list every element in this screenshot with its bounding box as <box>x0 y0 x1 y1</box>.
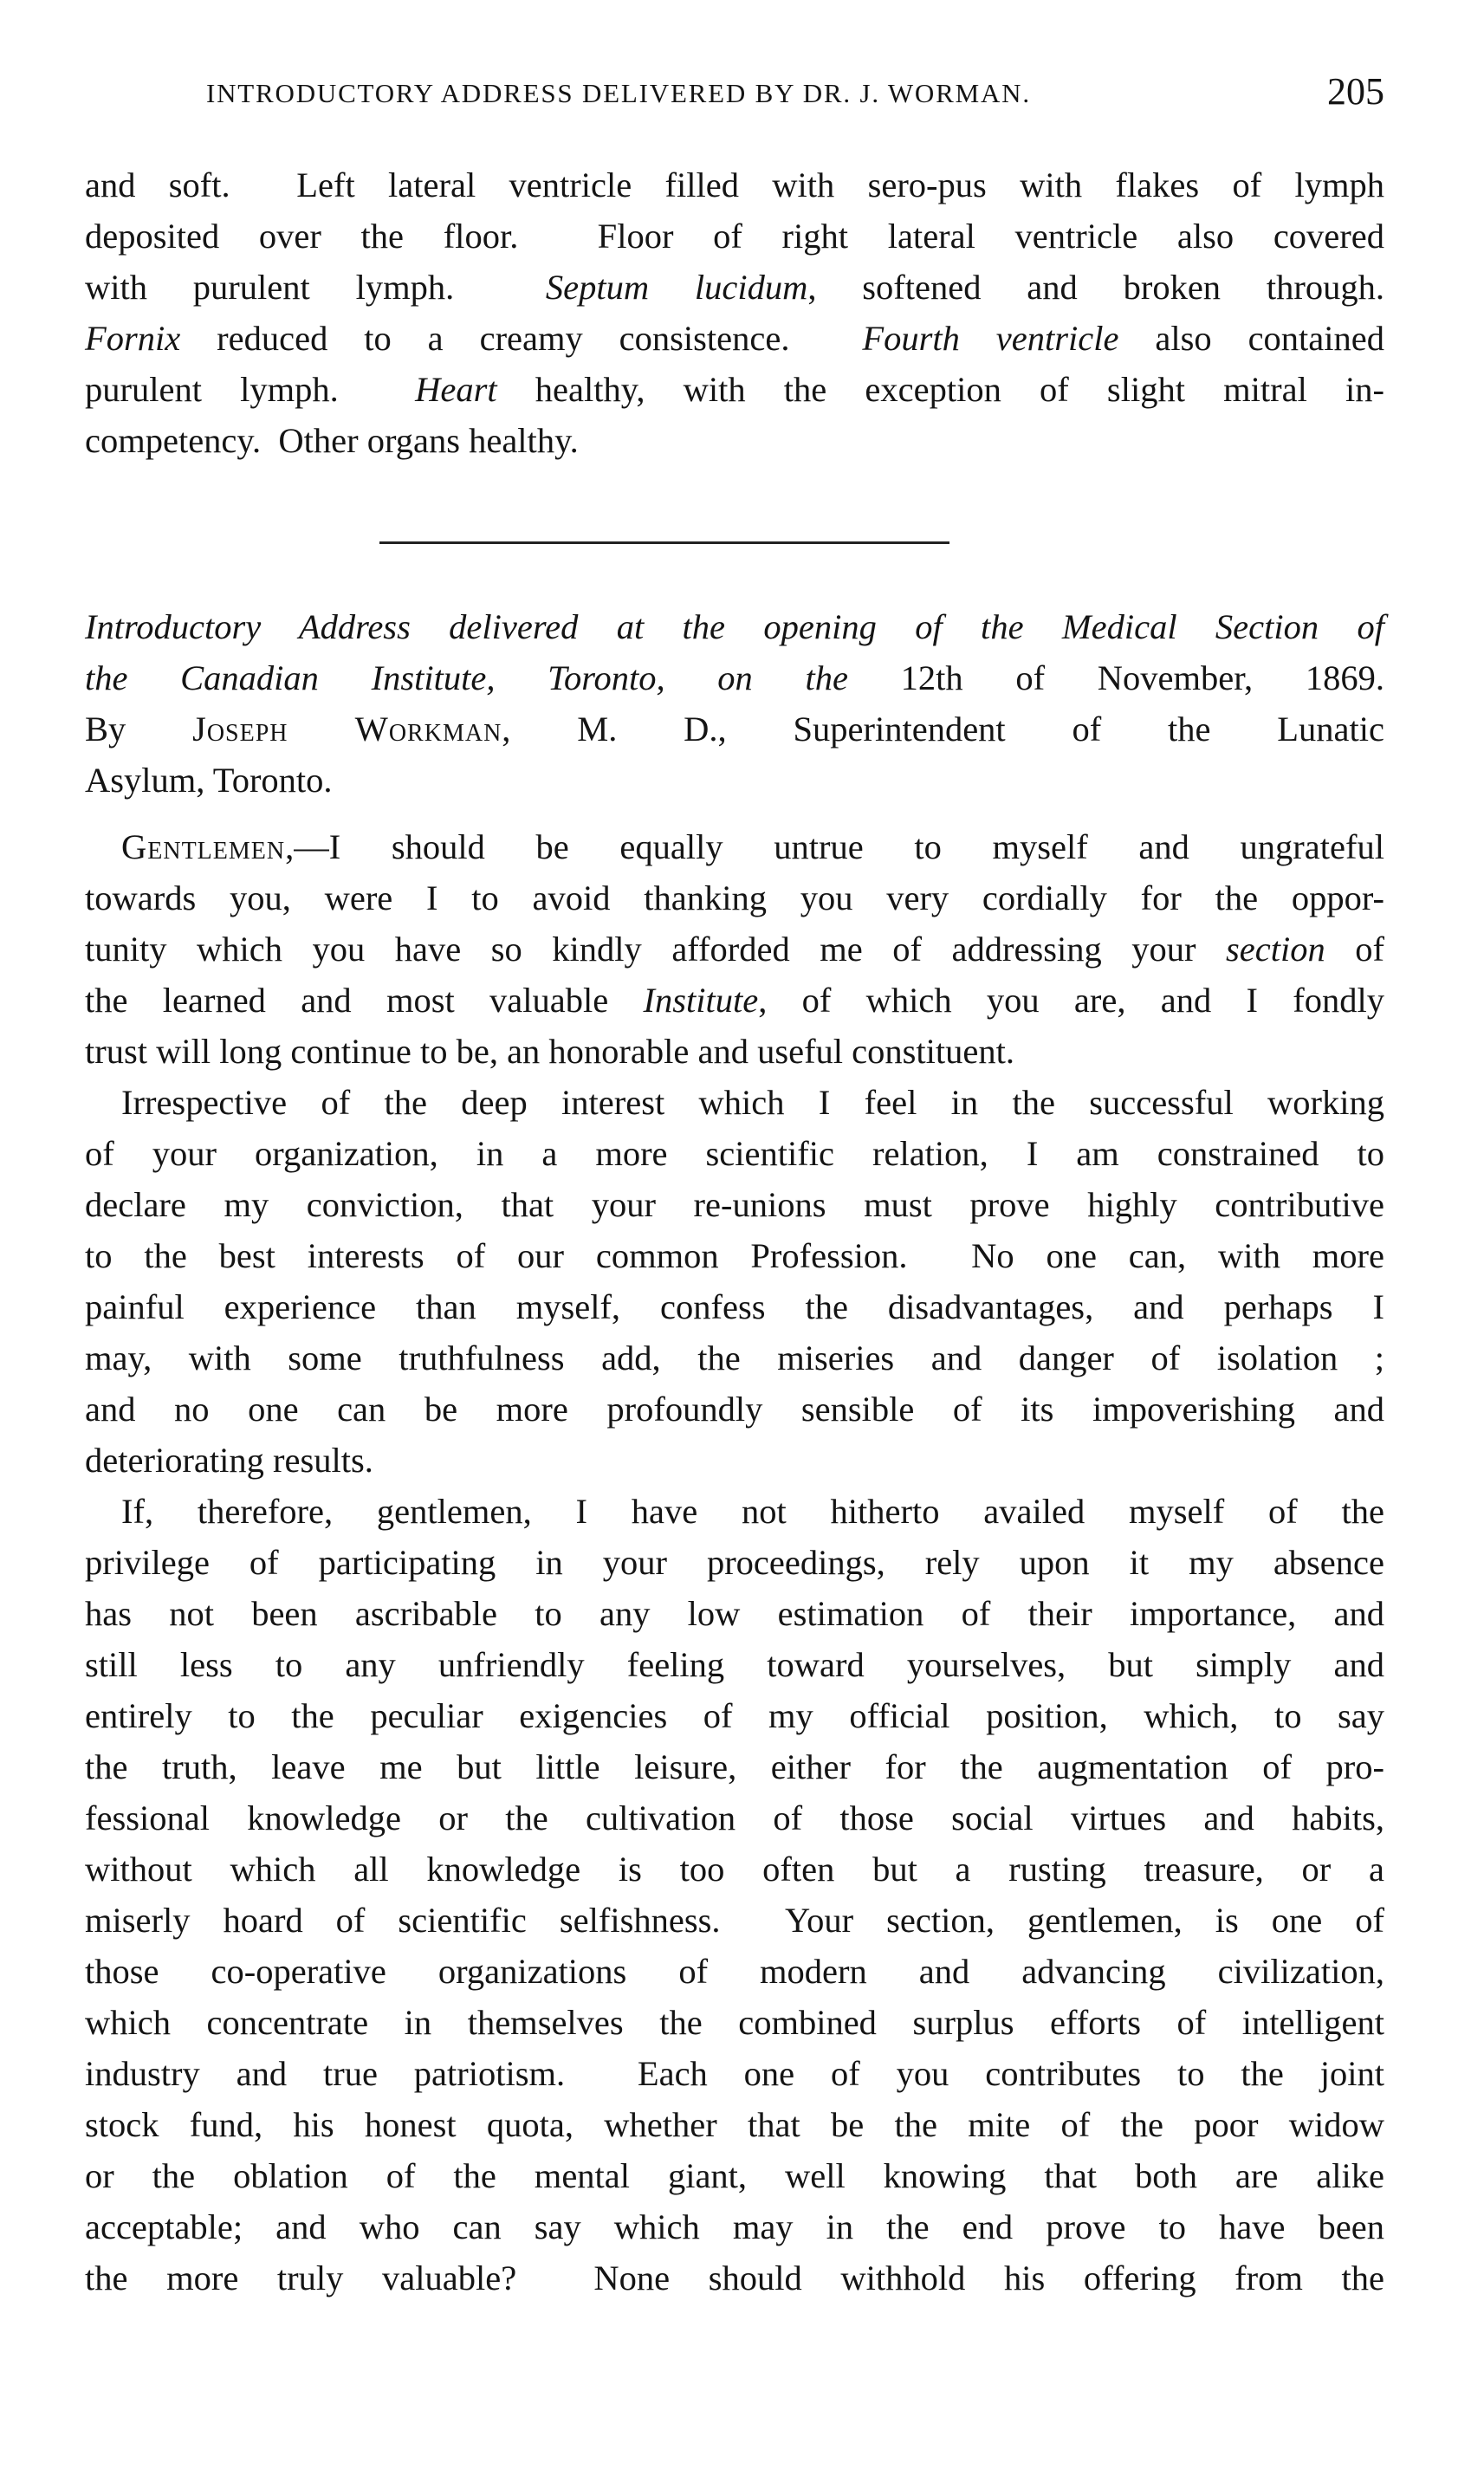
paragraph-2 <box>85 1077 1384 1486</box>
text-line: tunity which you have so kindly afforded me of addressing your section of <box>85 930 1384 969</box>
article-heading <box>85 601 1384 806</box>
text-line: deteriorating results. <box>85 1441 373 1480</box>
text-line: declare my conviction, that your re-unions must prove highly contributive <box>85 1185 1384 1224</box>
text-line: and soft. Left lateral ventricle filled with sero-pus with flakes of lymph <box>85 165 1384 204</box>
document-page <box>85 0 1384 2482</box>
text-line: of your organization, in a more scientific relation, I am constrained to <box>85 1134 1384 1173</box>
paragraph-1 <box>85 821 1384 1077</box>
text-line: If, therefore, gentlemen, I have not hitherto availed myself of the <box>121 1492 1384 1531</box>
text-line: competency. Other organs healthy. <box>85 421 579 460</box>
text-line: deposited over the floor. Floor of right lateral ventricle also covered <box>85 217 1384 256</box>
text-line: purulent lymph. Heart healthy, with the exception of slight mitral in- <box>85 370 1384 409</box>
text-line: entirely to the peculiar exigencies of my official position, which, to say <box>85 1696 1384 1735</box>
text-line: the more truly valuable? None should withhold his offering from the <box>85 2258 1384 2297</box>
heading-line: Introductory Address delivered at the opening of the Medical Section of <box>85 607 1384 646</box>
text-line: the learned and most valuable Institute, of which you are, and I fondly <box>85 981 1384 1020</box>
text-line: still less to any unfriendly feeling toward yourselves, but simply and <box>85 1645 1384 1684</box>
heading-line: the Canadian Institute, Toronto, on the 12th of November, 1869. <box>85 658 1384 697</box>
text-line: Irrespective of the deep interest which I feel in the successful working <box>121 1083 1384 1122</box>
preceding-text <box>85 159 1384 466</box>
text-line: which concentrate in themselves the combined surplus efforts of intelligent <box>85 2003 1384 2042</box>
text-line: those co-operative organizations of modern and advancing civilization, <box>85 1952 1384 1991</box>
running-head <box>85 69 1384 121</box>
text-line: to the best interests of our common Profession. No one can, with more <box>85 1236 1384 1275</box>
text-line: industry and true patriotism. Each one of you contributes to the joint <box>85 2054 1384 2093</box>
text-line: privilege of participating in your proceedings, rely upon it my absence <box>85 1543 1384 1582</box>
section-divider <box>379 541 949 544</box>
running-title: INTRODUCTORY ADDRESS DELIVERED BY DR. J. WORMAN. <box>206 78 1031 108</box>
text-line: Gentlemen,—I should be equally untrue to myself and ungrateful <box>121 827 1384 866</box>
preceding-paragraph <box>85 159 1384 466</box>
page-number: 205 <box>1327 70 1384 113</box>
heading-line: Asylum, Toronto. <box>85 761 333 800</box>
text-line: miserly hoard of scientific selfishness. Your section, gentlemen, is one of <box>85 1901 1384 1940</box>
text-line: stock fund, his honest quota, whether that be the mite of the poor widow <box>85 2105 1384 2144</box>
text-line: acceptable; and who can say which may in the end prove to have been <box>85 2207 1384 2246</box>
heading-line: By Joseph Workman, M. D., Superintendent of the Lunatic <box>85 710 1385 748</box>
paragraph-3 <box>85 1486 1384 2304</box>
text-line: and no one can be more profoundly sensible of its impoverishing and <box>85 1390 1384 1429</box>
text-line: may, with some truthfulness add, the miseries and danger of isolation ; <box>85 1338 1384 1377</box>
text-line: painful experience than myself, confess the disadvantages, and perhaps I <box>85 1287 1384 1326</box>
text-line: fessional knowledge or the cultivation of those social virtues and habits, <box>85 1798 1384 1837</box>
text-line: or the oblation of the mental giant, well knowing that both are alike <box>85 2156 1384 2195</box>
article-body <box>85 821 1384 2304</box>
text-line: has not been ascribable to any low estimation of their importance, and <box>85 1594 1384 1633</box>
text-line: Fornix reduced to a creamy consistence. Fourth ventricle also contained <box>85 319 1384 358</box>
text-line: the truth, leave me but little leisure, either for the augmentation of pro- <box>85 1747 1384 1786</box>
text-line: without which all knowledge is too often but a rusting treasure, or a <box>85 1850 1384 1889</box>
text-line: trust will long continue to be, an honorable and useful constituent. <box>85 1032 1015 1071</box>
text-line: with purulent lymph. Septum lucidum, softened and broken through. <box>85 268 1384 307</box>
text-line: towards you, were I to avoid thanking you very cordially for the oppor- <box>85 878 1384 917</box>
